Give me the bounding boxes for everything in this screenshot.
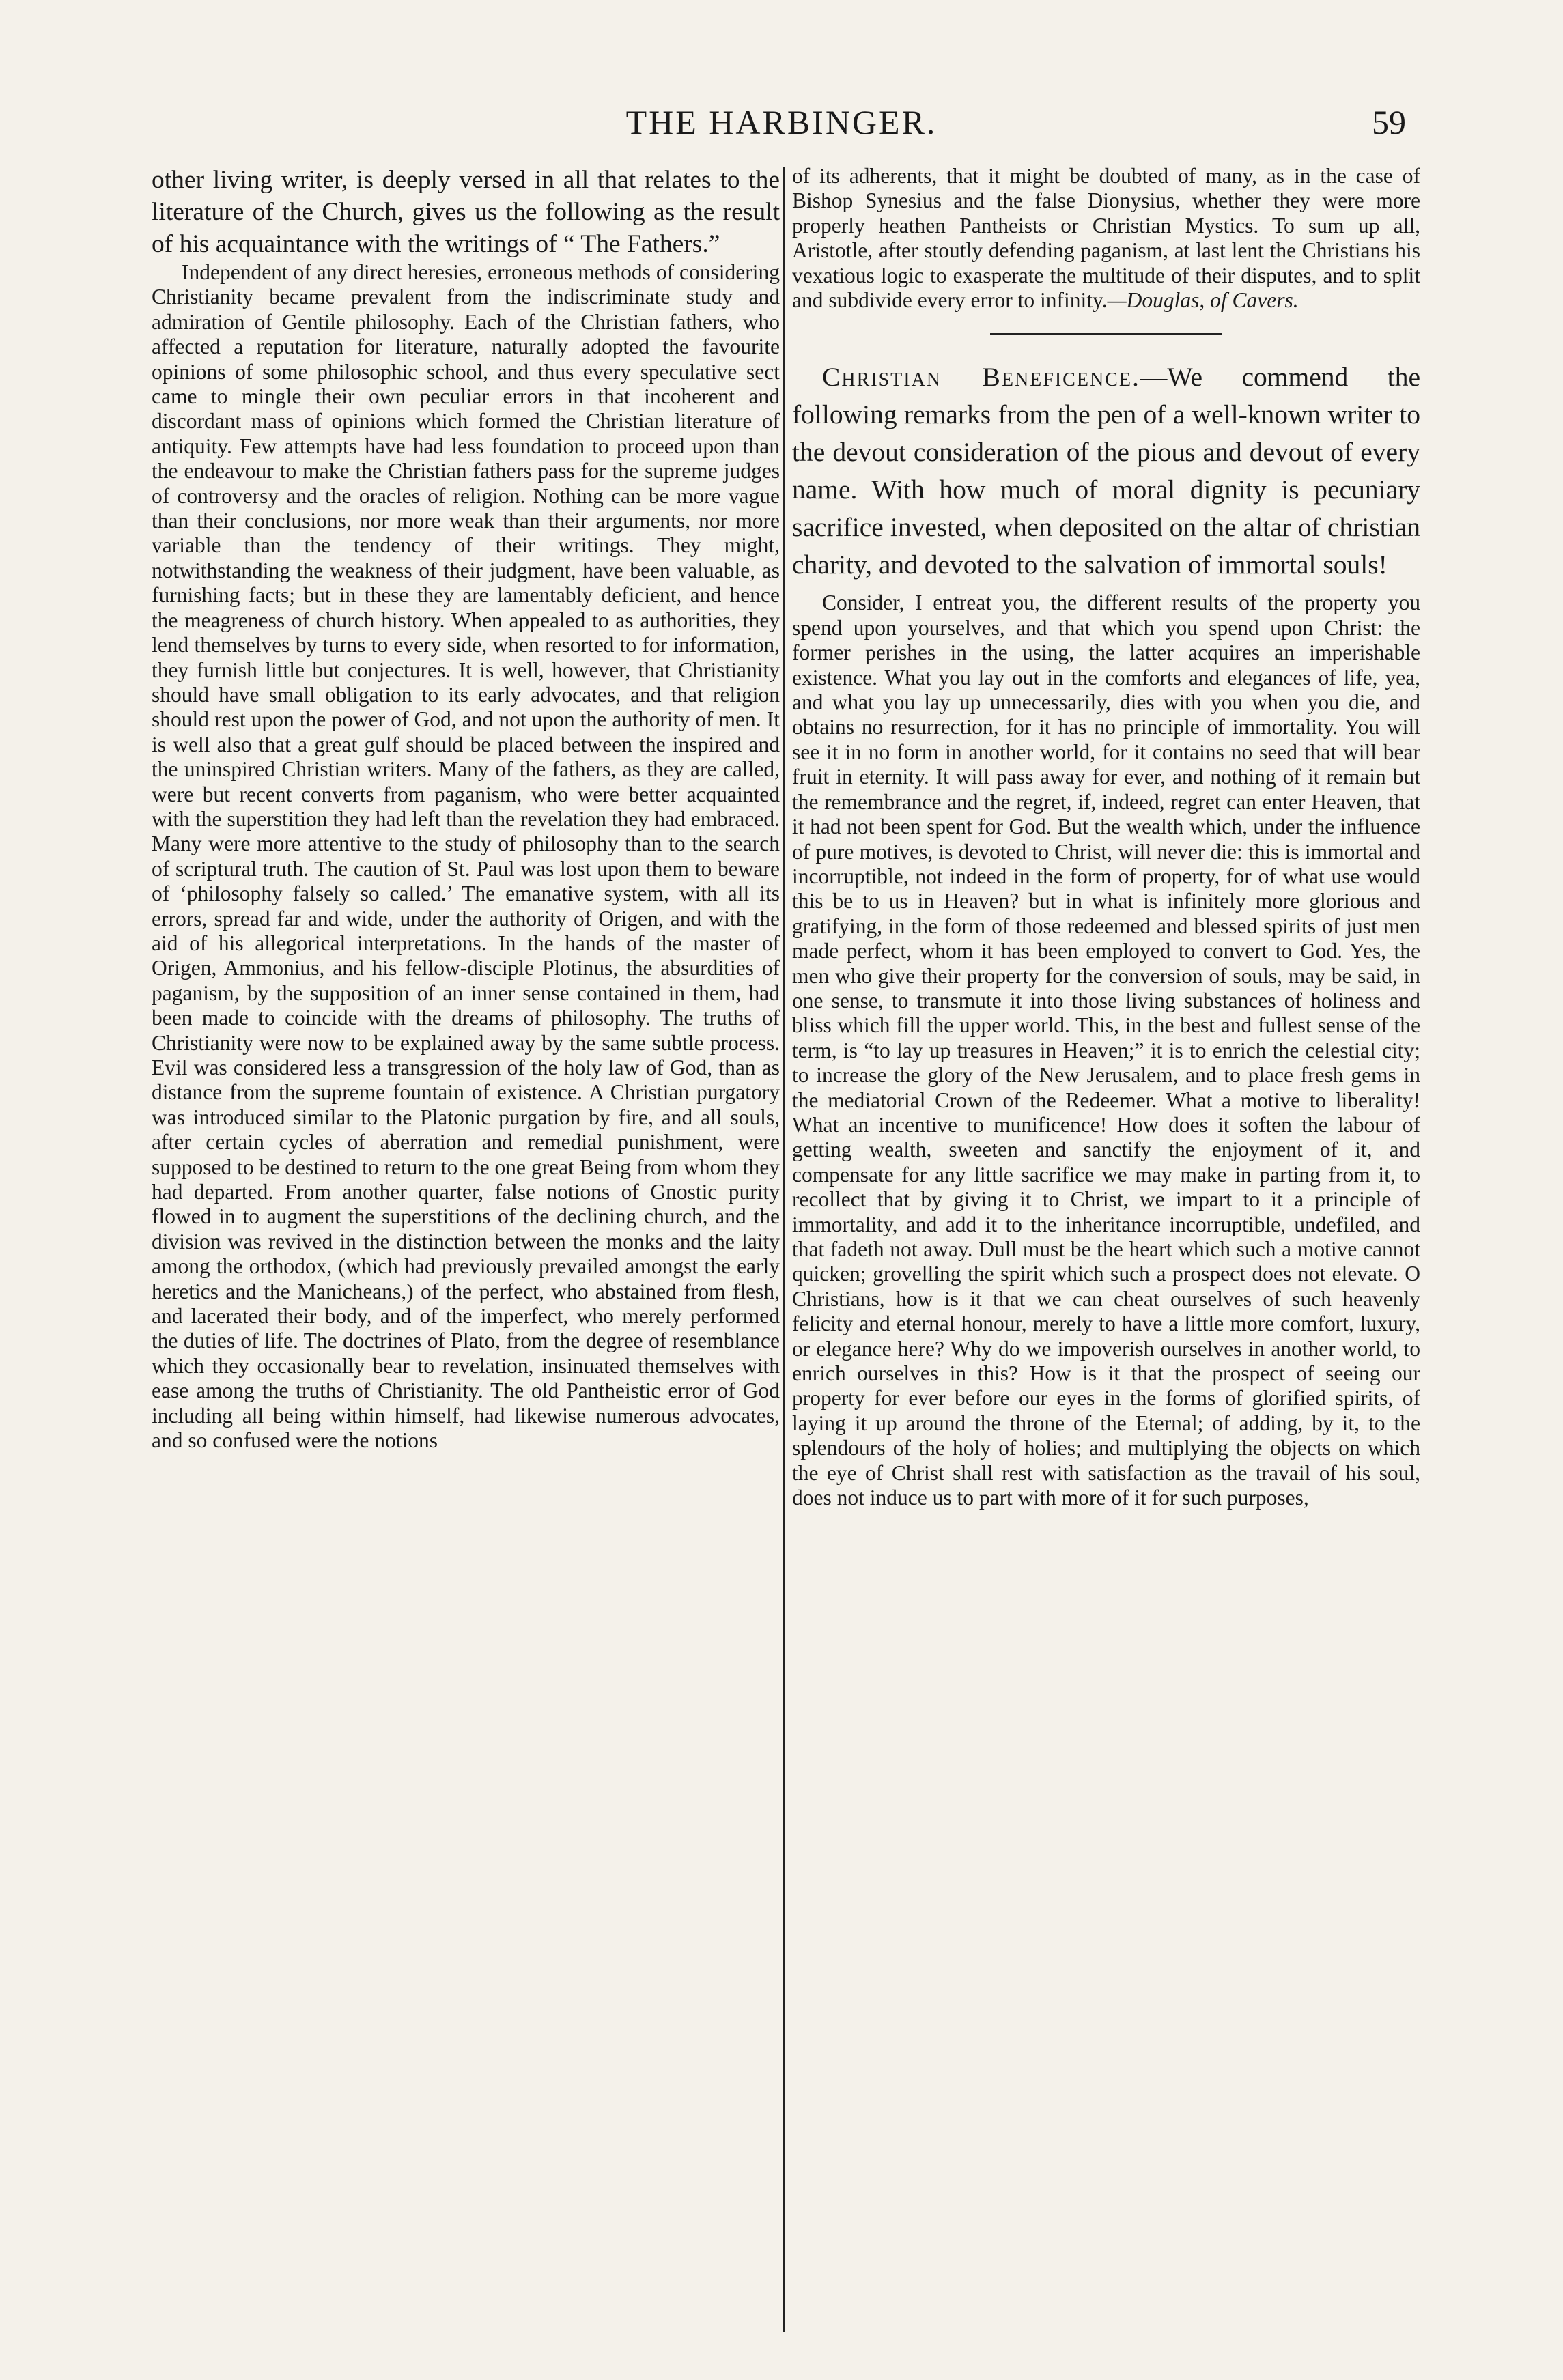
section-separator [990,333,1222,335]
right-column [792,164,1420,2335]
running-title: THE HARBINGER. [625,103,938,141]
continuation-text: of its adherents, that it might be doubted of many, as in the case of Bishop Synesius and the false Dionysius, whether they were more properly heathen Pantheists or Christian Mystics. To sum up all, Aristotle, after stoutly defending paganism, at last lent the Christians his vexatious logic to exasperate the multitude of their disputes, and to split and subdivide every error to infinity. [792,164,1420,313]
left-intro-paragraph: other living writer, is deeply versed in all that relates to the literature of the Church, gives us the following as the result of his acquaintance with the writings of “ The Fathers.” [152,166,780,258]
beneficence-intro-text: —We commend the following remarks from the pen of a well-known writer to the devout consideration of the pious and devout of every name. With how much of moral dignity is pecuniary sacrifice invested, when deposited on the altar of christian charity, and devoted to the salvation of immortal souls! [792,362,1420,580]
beneficence-body-paragraph: Consider, I entreat you, the different results of the property you spend upon yourselves, and that which you spend upon Christ: the former perishes in the using, the latter acquires an imperishable existence. What you lay out in the comforts and elegances of life, yea, and what you lay up unnecessarily, dies with you when you die, and obtains no resurrection, for it has no principle of immortality. You will see it in no form in another world, for it contains no seed that will bear fruit in eternity. It will pass away for ever, and nothing of it remain but the remembrance and the regret, if, indeed, regret can enter Heaven, that it had not been spent for God. But the wealth which, under the influence of pure motives, is devoted to Christ, will never die: this is immortal and incorruptible, not indeed in the form of property, for of what use would this be to us in Heaven? but in what is infinitely more glorious and gratifying, in the form of those redeemed and blessed spirits of just men made perfect, whom it has been employed to convert to God. Yes, the men who give their property for the conversion of souls, may be said, in one sense, to transmute it into those living substances of holiness and bliss which fill the upper world. This, in the best and fullest sense of the term, is “to lay up treasures in Heaven;” it is to enrich the celestial city; to increase the glory of the New Jerusalem, and to place fresh gems in the mediatorial Crown of the Redeemer. What a motive to liberality! What an incentive to munificence! How does it soften the labour of getting wealth, sweeten and sanctify the enjoyment of it, and compensate for any little sacrifice we may make in parting from it, to recollect that by giving it to Christ, we impart to it a principle of immortality, and add it to the inheritance incorruptible, undefiled, and that fadeth not away. Dull must be the heart which such a motive cannot quicken; grovelling the spirit which such a prospect does not elevate. O Christians, how is it that we can cheat ourselves of such heavenly felicity and eternal honour, merely to have a little more comfort, luxury, or elegance here? Why do we impoverish ourselves in another world, to enrich ourselves in this? How is it that the prospect of seeing our property for ever before our eyes in the forms of glorified spirits, of laying it up around the throne of the Eternal; of adding, by it, to the splendours of the holy of holies; and multiplying the objects on which the eye of Christ shall rest with satisfaction as the travail of his soul, does not induce us to part with more of it for such purposes, [792,591,1420,1510]
fathers-excerpt-paragraph: Independent of any direct heresies, erroneous methods of considering Christianity became prevalent from the indiscriminate study and admiration of Gentile philosophy. Each of the Christian fathers, who affected a reputation for literature, naturally adopted the favourite opinions of some philosophic school, and thus every speculative sect came to mingle their own peculiar errors in that incoherent and discordant mass of opinions which formed the Christian literature of antiquity. Few attempts have had less foundation to proceed upon than the endeavour to make the Christian fathers pass for the supreme judges of controversy and the oracles of religion. Nothing can be more vague than their conclusions, nor more weak than their arguments, nor more variable than the tendency of their writings. They might, notwithstanding the weakness of their judgment, have been valuable, as furnishing facts; but in these they are lamentably deficient, and hence the meagreness of church history. When appealed to as authorities, they lend themselves by turns to every side, when resorted to for information, they furnish little but conjectures. It is well, however, that Christianity should have small obligation to its early advocates, and that religion should rest upon the power of God, and not upon the authority of men. It is well also that a great gulf should be placed between the inspired and the uninspired Christian writers. Many of the fathers, as they are called, were but recent converts from paganism, who were better acquainted with the superstition they had left than the revelation they had embraced. Many were more attentive to the study of philosophy than to the search of scriptural truth. The caution of St. Paul was lost upon them to beware of ‘philosophy falsely so called.’ The emanative system, with all its errors, spread far and wide, under the authority of Origen, and with the aid of his allegorical interpretations. In the hands of the master of Origen, Ammonius, and his fellow-disciple Plotinus, the absurdities of paganism, by the supposition of an inner sense contained in them, had been made to coincide with the dreams of philosophy. The truths of Christianity were now to be explained away by the same subtle process. Evil was considered less a transgression of the holy law of God, than as distance from the supreme fountain of existence. A Christian purgatory was introduced similar to the Platonic purgation by fire, and all souls, after certain cycles of aberration and remedial punishment, were supposed to be destined to return to the one great Being from whom they had departed. From another quarter, false notions of Gnostic purity flowed in to augment the superstitions of the declining church, and the division was revived in the distinction between the monks and the laity among the orthodox, (which had previously prevailed amongst the early heretics and the Manicheans,) of the perfect, who abstained from flesh, and lacerated their body, and of the imperfect, who merely performed the duties of life. The doctrines of Plato, from the degree of resemblance which they occasionally bear to revelation, insinuated themselves with ease among the truths of Christianity. The old Pantheistic error of God including all being within himself, had likewise numerous advocates, and so confused were the notions [152,260,780,1453]
running-head [157,102,1406,157]
beneficence-intro-paragraph [792,358,1420,584]
section-heading: Christian Beneficence. [822,362,1140,393]
left-column [152,164,780,2335]
excerpt-continuation [792,164,1420,313]
attribution: —Douglas, of Cavers. [1107,288,1299,313]
page-number: 59 [1372,103,1406,141]
column-divider [783,167,785,2332]
